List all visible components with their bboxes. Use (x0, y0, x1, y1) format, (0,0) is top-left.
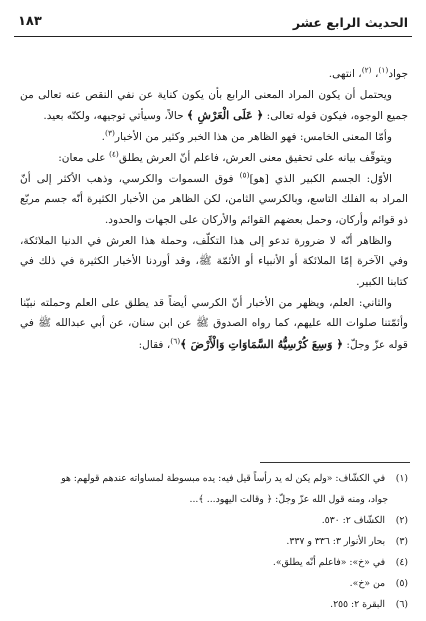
paragraph-3 (20, 127, 408, 148)
footnote (20, 510, 408, 531)
footnote (20, 594, 408, 615)
text: ويتوقّف بيانه على تحقيق معنى العرش، فاعلم أنّ العرش يطلق (118, 151, 392, 164)
paragraph-2 (20, 85, 408, 127)
text: الأوّل: الجسم الكبير الذي [هو] (249, 172, 392, 185)
text: فوق السموات والكرسي، وذهب الأكثر إلى أنّ المراد به الفلك التاسع، وبالكرسي الثامن، لكن الظاهر من الأخبار الكثيرة أنّه جسم مربّع ذو قوائم وأركان، وحمل بعضهم القوائم والأركان على الجهات والحدود. (20, 172, 408, 226)
page-number: ١٨٣ (18, 14, 42, 29)
footnote-text: البقرة ٢: ٢٥٥. (330, 599, 386, 610)
footnote-separator (260, 462, 410, 463)
footnote-ref: (٣) (105, 128, 115, 138)
text: ، فقال: (138, 339, 171, 352)
footnote-continuation: جواد، ومنه قول الله عزّ وجلّ: ﴿ وقالت اليهود... ﴾... (189, 494, 388, 505)
quran-quote: ﴿ عَلَى الْعَرْشِ ﴾ (187, 108, 264, 123)
footnote-text: بحار الأنوار ٣: ٣٣٦ و ٣٣٧. (286, 536, 386, 547)
footnote-number: (٢) (395, 515, 408, 526)
footnote-ref: (١) (378, 65, 389, 75)
footnote (20, 573, 408, 594)
text: والثاني: العلم، ويظهر من الأخبار أنّ الكرسي أيضاً قد يطلق على العلم وحملته نبيّنا وأئمّتنا صلوات الله عليهم، كما رواه الصدوق ﷺ عن ابن سنان، عن أبي عبدالله ﷺ في قوله عزّ وجلّ: (20, 296, 408, 352)
text: ويحتمل أن يكون المراد المعنى الرابع بأن يكون كناية عن نفي النقص عنه تعالى من جميع الوجوه، فيكون قوله تعالى: (20, 88, 408, 123)
footnote-ref: (٤) (108, 149, 119, 159)
text: . (101, 131, 105, 144)
paragraph-6: والظاهر أنّه لا ضرورة تدعو إلى هذا التكلّف، وحملة هذا العرش في الدنيا الملائكة، وفي الآخرة إمّا الملائكة أو الأنبياء أو الأئمّة ﷺ، وقد أوردنا الأخبار الكثيرة في ذلك في كتابنا الكبير. (20, 234, 408, 289)
footnote (20, 552, 408, 573)
footnote-text: في «خ»: «فاعلم أنّه يطلق». (272, 557, 386, 568)
text: حالاً، وسيأتي توجيهه، ولكنّه بعيد. (43, 110, 184, 123)
paragraph-1 (20, 64, 408, 85)
footnotes (20, 468, 408, 615)
footnote-number: (٤) (395, 557, 408, 568)
footnote-ref: (٥) (239, 169, 250, 179)
footnote-text: الكشّاف ٢: ٥٣٠. (321, 515, 386, 526)
text: على معان: (58, 151, 106, 164)
footnote-number: (٥) (395, 578, 408, 589)
footnote-text: في الكشّاف: «ولم يكن له يد رأساً قيل فيه: يده مبسوطة لمساواته عندهم قولهم: هو (61, 473, 386, 484)
text: ، انتهى. (328, 68, 362, 80)
footnote-number: (٦) (395, 599, 408, 610)
chapter-title: الحديث الرابع عشر (292, 15, 408, 30)
footnote-ref: (٢) (361, 65, 372, 75)
paragraph-5 (20, 169, 408, 231)
paragraph-7 (20, 293, 408, 356)
text: وأمّا المعنى الخامس: فهو الظاهر من هذا الخبر وكثير من الأخبار (114, 131, 392, 144)
text: جواد (388, 68, 408, 80)
quran-quote: ﴿ وَسِعَ كُرْسِيُّهُ السَّمَاوَاتِ وَالْأَرْضَ ﴾ (180, 337, 344, 352)
text: ، (371, 68, 379, 80)
running-header (14, 14, 412, 37)
footnote-text: من «خ». (349, 578, 386, 589)
paragraph-4 (20, 148, 408, 169)
footnote-number: (٣) (395, 536, 408, 547)
footnote-ref: (٦) (170, 336, 181, 346)
main-text (20, 64, 408, 356)
footnote-number: (١) (395, 473, 408, 484)
footnote (20, 531, 408, 552)
footnote (20, 468, 408, 489)
